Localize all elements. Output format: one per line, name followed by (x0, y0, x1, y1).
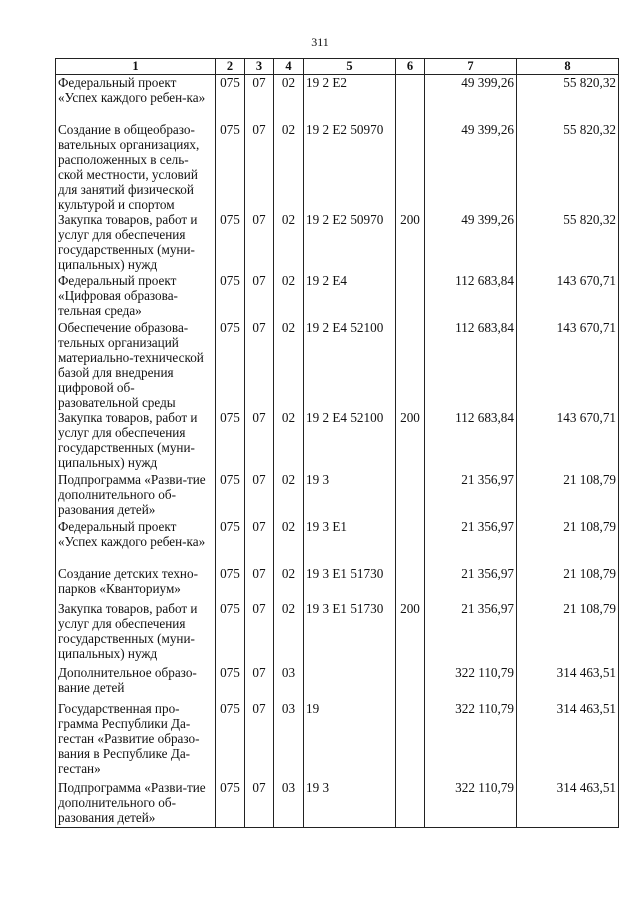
row-amount-col8: 55 820,32 (517, 122, 619, 212)
row-amount-col8: 21 108,79 (517, 472, 619, 519)
row-amount-col8: 143 670,71 (517, 273, 619, 320)
row-ministry-code: 075 (216, 212, 245, 273)
row-section-code: 07 (245, 519, 274, 566)
row-target-code: 19 3 E1 51730 (304, 601, 396, 665)
row-ministry-code: 075 (216, 519, 245, 566)
row-amount-col7: 21 356,97 (425, 601, 517, 665)
page-number: 311 (311, 35, 329, 49)
row-amount-col8: 143 670,71 (517, 320, 619, 410)
row-section-code: 07 (245, 273, 274, 320)
row-ministry-code: 075 (216, 701, 245, 780)
header-col-8: 8 (517, 59, 619, 75)
row-amount-col7: 112 683,84 (425, 320, 517, 410)
row-subsection-code: 02 (274, 566, 304, 601)
row-name: Обеспечение образова-тельных организаций материально-технической базой для внедрения цифровой об-разовательной среды (56, 320, 216, 410)
row-ministry-code: 075 (216, 273, 245, 320)
budget-table (55, 58, 619, 828)
row-section-code: 07 (245, 75, 274, 122)
table-row (56, 601, 619, 665)
table-row (56, 701, 619, 780)
row-amount-col8: 314 463,51 (517, 780, 619, 828)
row-name: Закупка товаров, работ и услуг для обеспечения государственных (муни-ципальных) нужд (56, 410, 216, 472)
table-row (56, 410, 619, 472)
row-expense-type: 200 (396, 601, 425, 665)
table-row (56, 212, 619, 273)
row-ministry-code: 075 (216, 566, 245, 601)
row-amount-col7: 21 356,97 (425, 566, 517, 601)
table-row (56, 472, 619, 519)
row-amount-col8: 143 670,71 (517, 410, 619, 472)
row-section-code: 07 (245, 566, 274, 601)
row-section-code: 07 (245, 320, 274, 410)
row-expense-type (396, 665, 425, 701)
row-name: Создание детских техно-парков «Кванториум» (56, 566, 216, 601)
row-name: Государственная про-грамма Республики Да-гестан «Развитие образо-вания в Республике Да-гестан» (56, 701, 216, 780)
row-expense-type (396, 273, 425, 320)
row-amount-col8: 314 463,51 (517, 665, 619, 701)
row-expense-type (396, 472, 425, 519)
header-col-1: 1 (56, 59, 216, 75)
header-col-3: 3 (245, 59, 274, 75)
table-row (56, 519, 619, 566)
row-name: Создание в общеобразо-вательных организациях, расположенных в сель-ской местности, условий для занятий физической культурой и спортом (56, 122, 216, 212)
row-amount-col8: 55 820,32 (517, 212, 619, 273)
row-amount-col7: 49 399,26 (425, 212, 517, 273)
row-subsection-code: 02 (274, 472, 304, 519)
row-subsection-code: 02 (274, 122, 304, 212)
row-name: Федеральный проект «Цифровая образова-тельная среда» (56, 273, 216, 320)
row-ministry-code: 075 (216, 472, 245, 519)
row-target-code: 19 (304, 701, 396, 780)
row-amount-col7: 21 356,97 (425, 472, 517, 519)
row-section-code: 07 (245, 410, 274, 472)
row-subsection-code: 02 (274, 410, 304, 472)
row-amount-col7: 322 110,79 (425, 665, 517, 701)
row-expense-type: 200 (396, 212, 425, 273)
row-section-code: 07 (245, 122, 274, 212)
row-target-code: 19 2 E4 (304, 273, 396, 320)
row-name: Подпрограмма «Разви-тие дополнительного об-разования детей» (56, 780, 216, 828)
row-target-code: 19 3 (304, 780, 396, 828)
row-section-code: 07 (245, 701, 274, 780)
row-section-code: 07 (245, 780, 274, 828)
header-col-5: 5 (304, 59, 396, 75)
table-row (56, 665, 619, 701)
row-target-code (304, 665, 396, 701)
row-target-code: 19 3 E1 (304, 519, 396, 566)
row-target-code: 19 3 E1 51730 (304, 566, 396, 601)
row-target-code: 19 2 E4 52100 (304, 320, 396, 410)
header-col-4: 4 (274, 59, 304, 75)
row-ministry-code: 075 (216, 122, 245, 212)
row-expense-type (396, 519, 425, 566)
header-col-2: 2 (216, 59, 245, 75)
row-subsection-code: 02 (274, 212, 304, 273)
row-amount-col8: 21 108,79 (517, 519, 619, 566)
row-amount-col8: 21 108,79 (517, 601, 619, 665)
row-name: Федеральный проект «Успех каждого ребен-ка» (56, 519, 216, 566)
table-row (56, 320, 619, 410)
header-col-7: 7 (425, 59, 517, 75)
row-ministry-code: 075 (216, 320, 245, 410)
row-amount-col7: 112 683,84 (425, 410, 517, 472)
row-name: Дополнительное образо-вание детей (56, 665, 216, 701)
row-target-code: 19 2 E2 50970 (304, 212, 396, 273)
row-ministry-code: 075 (216, 665, 245, 701)
table-row (56, 75, 619, 122)
row-section-code: 07 (245, 472, 274, 519)
row-target-code: 19 2 E4 52100 (304, 410, 396, 472)
row-target-code: 19 3 (304, 472, 396, 519)
row-amount-col7: 21 356,97 (425, 519, 517, 566)
table-row (56, 566, 619, 601)
table-row (56, 273, 619, 320)
row-amount-col7: 49 399,26 (425, 122, 517, 212)
row-expense-type (396, 701, 425, 780)
row-subsection-code: 02 (274, 601, 304, 665)
row-expense-type (396, 320, 425, 410)
row-subsection-code: 03 (274, 780, 304, 828)
row-subsection-code: 02 (274, 75, 304, 122)
row-subsection-code: 02 (274, 320, 304, 410)
row-section-code: 07 (245, 601, 274, 665)
row-name: Закупка товаров, работ и услуг для обеспечения государственных (муни-ципальных) нужд (56, 212, 216, 273)
row-ministry-code: 075 (216, 75, 245, 122)
row-expense-type: 200 (396, 410, 425, 472)
row-subsection-code: 03 (274, 701, 304, 780)
table-row (56, 780, 619, 828)
row-name: Закупка товаров, работ и услуг для обеспечения государственных (муни-ципальных) нужд (56, 601, 216, 665)
row-expense-type (396, 780, 425, 828)
row-ministry-code: 075 (216, 601, 245, 665)
row-expense-type (396, 75, 425, 122)
header-row (56, 59, 619, 75)
header-col-6: 6 (396, 59, 425, 75)
row-amount-col8: 55 820,32 (517, 75, 619, 122)
row-subsection-code: 03 (274, 665, 304, 701)
row-subsection-code: 02 (274, 519, 304, 566)
row-name: Федеральный проект «Успех каждого ребен-ка» (56, 75, 216, 122)
table-row (56, 122, 619, 212)
row-amount-col7: 322 110,79 (425, 780, 517, 828)
row-section-code: 07 (245, 665, 274, 701)
row-amount-col7: 322 110,79 (425, 701, 517, 780)
row-target-code: 19 2 E2 (304, 75, 396, 122)
row-section-code: 07 (245, 212, 274, 273)
row-name: Подпрограмма «Разви-тие дополнительного об-разования детей» (56, 472, 216, 519)
row-amount-col7: 49 399,26 (425, 75, 517, 122)
row-expense-type (396, 122, 425, 212)
row-amount-col7: 112 683,84 (425, 273, 517, 320)
row-amount-col8: 314 463,51 (517, 701, 619, 780)
row-ministry-code: 075 (216, 410, 245, 472)
row-expense-type (396, 566, 425, 601)
row-ministry-code: 075 (216, 780, 245, 828)
row-amount-col8: 21 108,79 (517, 566, 619, 601)
row-target-code: 19 2 E2 50970 (304, 122, 396, 212)
row-subsection-code: 02 (274, 273, 304, 320)
